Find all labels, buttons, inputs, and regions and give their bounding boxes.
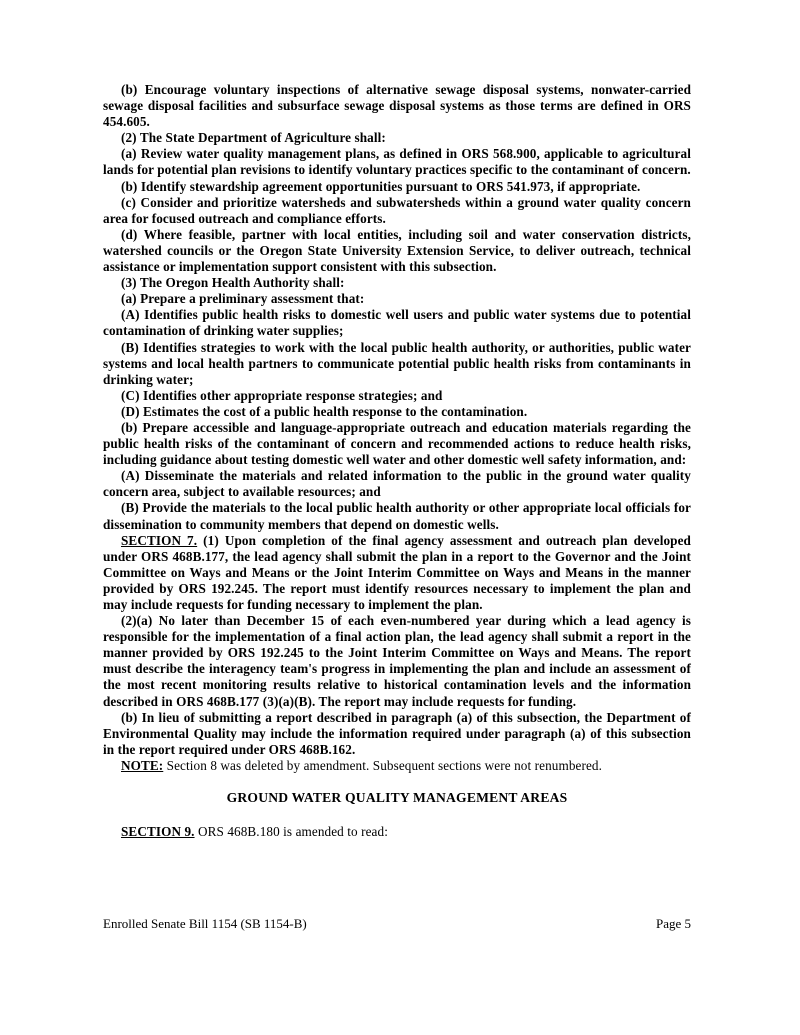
paragraph: (b) Prepare accessible and language-appropriate outreach and education materials regarding the public health risks of the contaminant of concern and recommended actions to reduce health risks, including guidance about testing domestic well water and other domestic well safety information, and:	[103, 419, 691, 468]
paragraph-note	[103, 758, 691, 774]
note-label: NOTE:	[121, 757, 164, 773]
paragraph-section-9	[103, 824, 691, 840]
paragraph: (A) Disseminate the materials and related information to the public in the ground water quality concern area, subject to available resources; and	[103, 468, 691, 500]
note-text: Section 8 was deleted by amendment. Subsequent sections were not renumbered.	[166, 757, 603, 773]
paragraph: (c) Consider and prioritize watersheds and subwatersheds within a ground water quality concern area for focused outreach and compliance efforts.	[103, 194, 691, 226]
paragraph: (b) Identify stewardship agreement opportunities pursuant to ORS 541.973, if appropriate.	[121, 178, 641, 194]
document-body	[103, 82, 691, 840]
paragraph-section-7	[103, 533, 691, 613]
paragraph: (a) Prepare a preliminary assessment that:	[121, 291, 365, 307]
paragraph: (d) Where feasible, partner with local entities, including soil and water conservation districts, watershed councils or the Oregon State University Extension Service, to deliver outreach, technical assistance or implementation support consistent with this subsection.	[103, 226, 691, 275]
footer-page-number: Page 5	[655, 916, 691, 931]
paragraph: (b) Encourage voluntary inspections of alternative sewage disposal systems, nonwater-carried sewage disposal facilities and subsurface sewage disposal systems as those terms are defined in ORS 454.605.	[103, 82, 691, 130]
section-7-label: SECTION 7.	[121, 532, 198, 548]
paragraph: (3) The Oregon Health Authority shall:	[121, 275, 345, 291]
section-heading: GROUND WATER QUALITY MANAGEMENT AREAS	[226, 790, 568, 806]
paragraph: (D) Estimates the cost of a public health response to the contamination.	[121, 403, 528, 419]
paragraph: (B) Identifies strategies to work with the local public health authority, or authorities, public water systems and local health partners to communicate potential public health risks from contaminants in drinking water;	[103, 339, 691, 387]
section-9-text: ORS 468B.180 is amended to read:	[197, 824, 388, 840]
paragraph: (2) The State Department of Agriculture shall:	[121, 130, 386, 146]
page-footer	[103, 916, 691, 932]
paragraph: (a) Review water quality management plans, as defined in ORS 568.900, applicable to agricultural lands for potential plan revisions to identify voluntary practices specific to the contaminant of concern.	[103, 146, 691, 178]
paragraph: (A) Identifies public health risks to domestic well users and public water systems due to potential contamination of drinking water supplies;	[103, 307, 691, 339]
paragraph: (C) Identifies other appropriate response strategies; and	[121, 387, 443, 403]
section-7-text: (1) Upon completion of the final agency assessment and outreach plan developed under ORS 468B.177, the lead agency shall submit the plan in a report to the Governor and the Joint Committee on Ways and Means or the Joint Interim Committee on Ways and Means in the manner provided by ORS 192.245. The report must identify resources necessary to implement the plan and may include requests for funding necessary to implement the plan.	[103, 532, 691, 612]
section-9-label: SECTION 9.	[121, 824, 195, 840]
paragraph: (b) In lieu of submitting a report described in paragraph (a) of this subsection, the Department of Environmental Quality may include the information required under paragraph (a) of this subsection in the report required under ORS 468B.162.	[103, 709, 691, 757]
paragraph: (B) Provide the materials to the local public health authority or other appropriate local officials for dissemination to community members that depend on domestic wells.	[103, 500, 691, 532]
paragraph: (2)(a) No later than December 15 of each even-numbered year during which a lead agency is responsible for the implementation of a final action plan, the lead agency shall submit a report in the manner provided by ORS 192.245 to the Joint Interim Committee on Ways and Means. The report must describe the interagency team's progress in implementing the plan and include an assessment of the most recent monitoring results relative to historical contamination levels and the information described in ORS 468B.177 (3)(a)(B). The report may include requests for funding.	[103, 613, 691, 709]
footer-bill-title: Enrolled Senate Bill 1154 (SB 1154-B)	[103, 916, 307, 931]
